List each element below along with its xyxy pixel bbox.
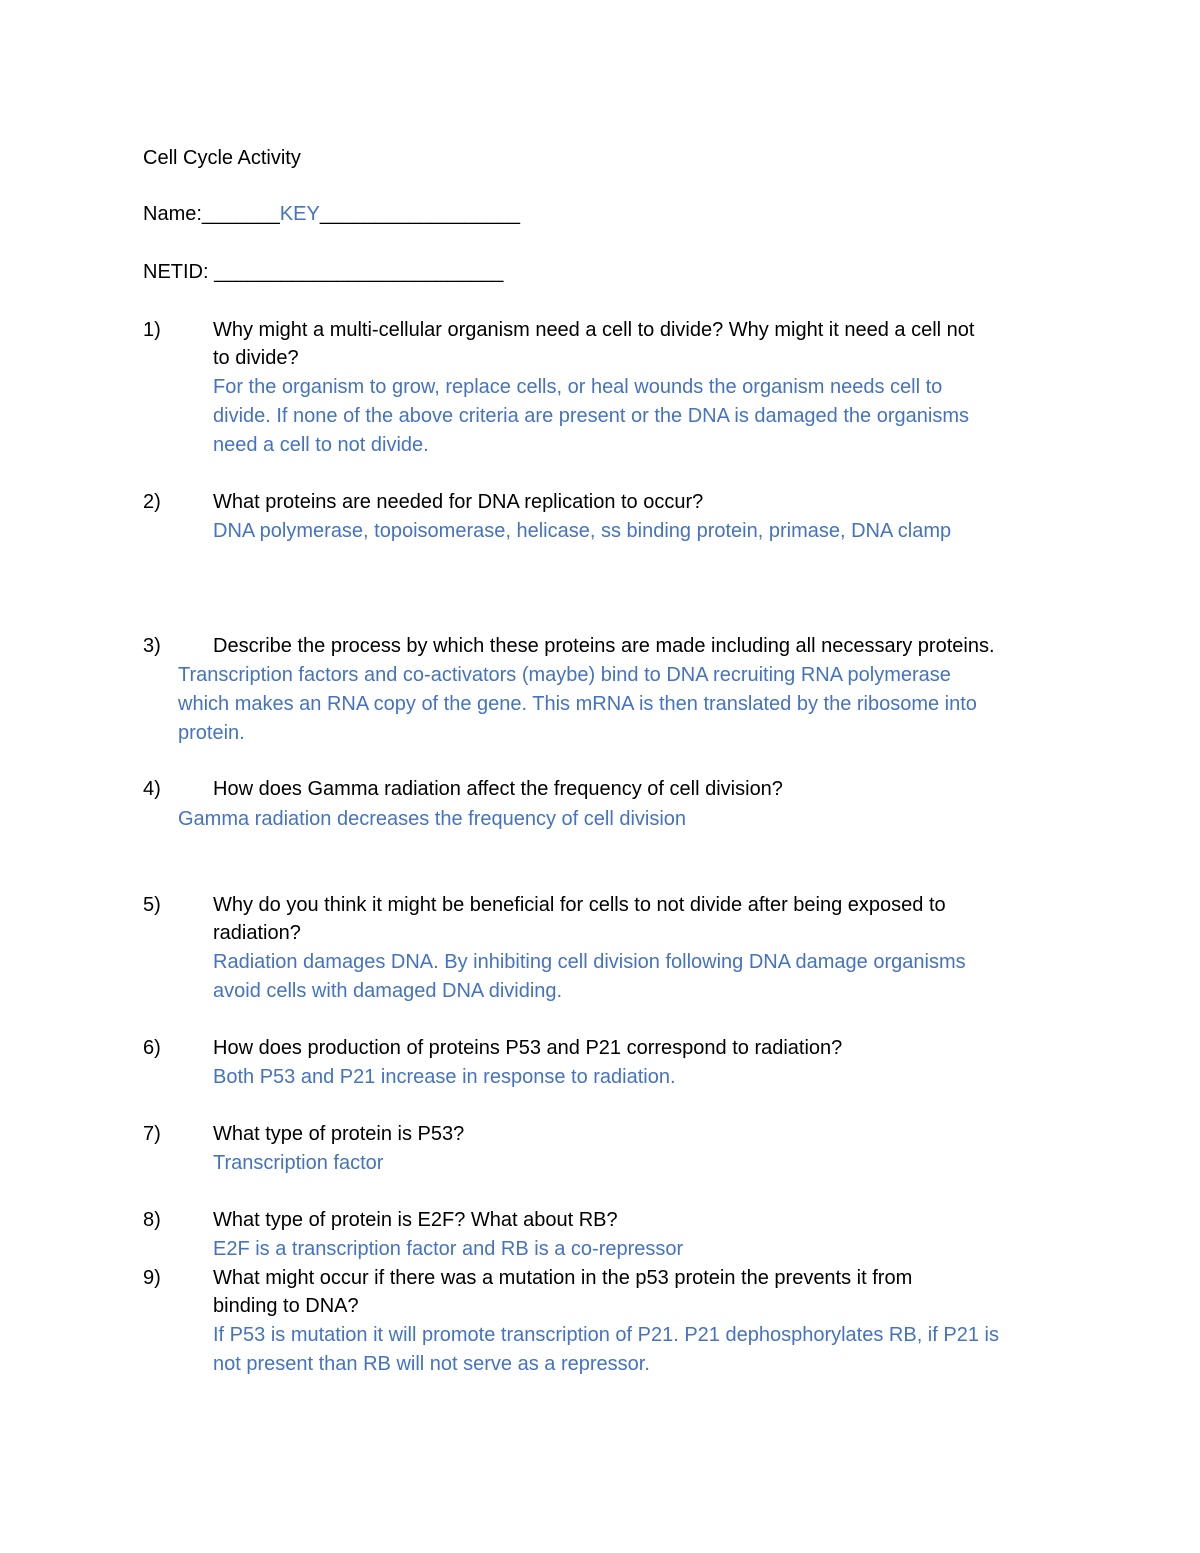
page-title: Cell Cycle Activity: [143, 147, 301, 169]
name-underline-before: _______: [201, 203, 280, 225]
question-text: What type of protein is E2F? What about RB?: [213, 1209, 618, 1231]
answer-text: Transcription factors and co-activators (maybe) bind to DNA recruiting RNA polymerase: [178, 664, 951, 686]
netid-underline: __________________________: [214, 261, 504, 283]
question-text: How does production of proteins P53 and P21 correspond to radiation?: [213, 1037, 843, 1059]
question-number: 2): [143, 491, 161, 513]
answer-text: Radiation damages DNA. By inhibiting cell division following DNA damage organisms: [213, 951, 966, 973]
question-number: 8): [143, 1209, 161, 1231]
answer-text: not present than RB will not serve as a repressor.: [213, 1353, 650, 1375]
name-field: [143, 200, 520, 229]
question-number: 4): [143, 778, 161, 800]
question-number: 5): [143, 894, 161, 916]
answer-text: divide. If none of the above criteria are present or the DNA is damaged the organisms: [213, 405, 969, 427]
question-text: How does Gamma radiation affect the frequency of cell division?: [213, 778, 783, 800]
answer-text: protein.: [178, 722, 245, 744]
question-number: 1): [143, 319, 161, 341]
answer-text: E2F is a transcription factor and RB is a co-repressor: [213, 1238, 684, 1260]
question-number: 9): [143, 1267, 161, 1289]
name-value: KEY: [279, 203, 320, 225]
question-text: What might occur if there was a mutation in the p53 protein the prevents it from: [213, 1267, 913, 1289]
name-underline-after: __________________: [319, 203, 521, 225]
question-text: Describe the process by which these proteins are made including all necessary proteins.: [213, 635, 995, 657]
question-text: What proteins are needed for DNA replication to occur?: [213, 491, 704, 513]
answer-text: Gamma radiation decreases the frequency of cell division: [178, 808, 687, 830]
name-label: Name:: [143, 203, 202, 225]
question-text: to divide?: [213, 347, 299, 369]
answer-text: avoid cells with damaged DNA dividing.: [213, 980, 563, 1002]
question-number: 7): [143, 1123, 161, 1145]
answer-text: If P53 is mutation it will promote transcription of P21. P21 dephosphorylates RB, if P21 is: [213, 1324, 999, 1346]
question-text: What type of protein is P53?: [213, 1123, 465, 1145]
question-number: 3): [143, 635, 161, 657]
netid-field: [143, 258, 503, 287]
answer-text: For the organism to grow, replace cells, or heal wounds the organism needs cell to: [213, 376, 943, 398]
question-text: radiation?: [213, 922, 301, 944]
question-text: Why do you think it might be beneficial for cells to not divide after being exposed to: [213, 894, 946, 916]
answer-text: which makes an RNA copy of the gene. This mRNA is then translated by the ribosome into: [178, 693, 977, 715]
netid-label: NETID:: [143, 261, 209, 283]
question-text: binding to DNA?: [213, 1295, 359, 1317]
answer-text: need a cell to not divide.: [213, 434, 429, 456]
answer-text: Transcription factor: [213, 1152, 384, 1174]
question-number: 6): [143, 1037, 161, 1059]
answer-text: Both P53 and P21 increase in response to radiation.: [213, 1066, 676, 1088]
question-text: Why might a multi-cellular organism need a cell to divide? Why might it need a cell not: [213, 319, 975, 341]
answer-text: DNA polymerase, topoisomerase, helicase, ss binding protein, primase, DNA clamp: [213, 520, 952, 542]
